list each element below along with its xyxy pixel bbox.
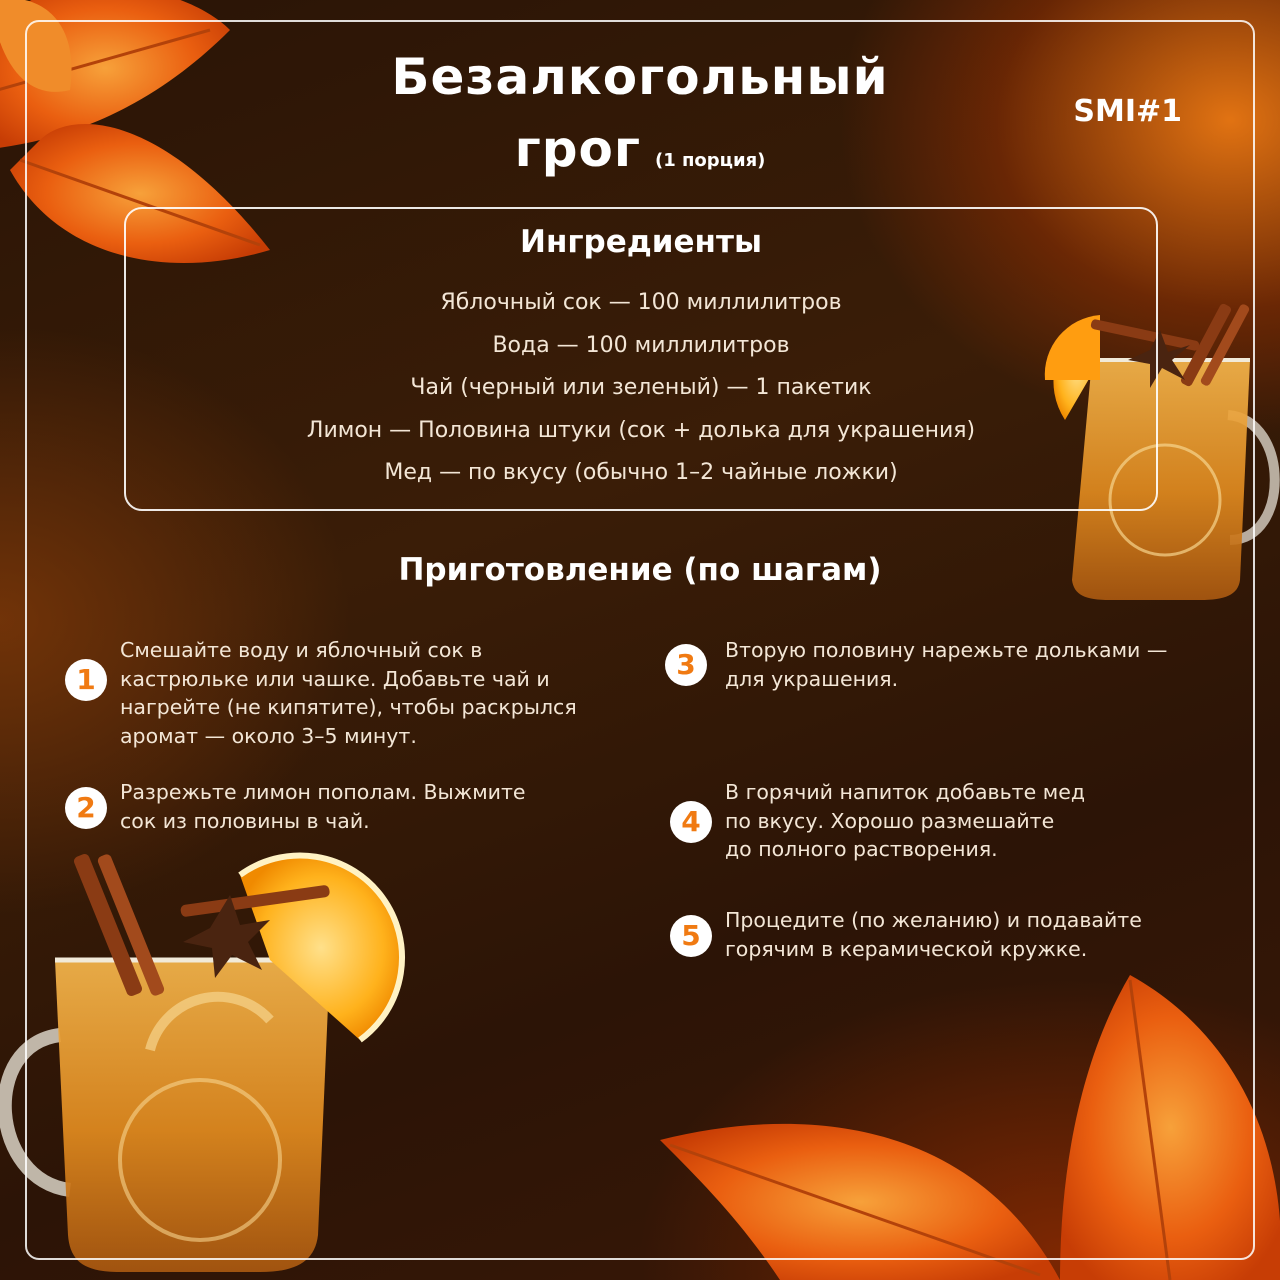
step-number-badge: 3 xyxy=(665,644,707,686)
recipe-title-word: грог xyxy=(514,120,641,178)
step-text: Вторую половину нарежьте дольками — для украшения. xyxy=(725,638,1168,691)
step-number-badge: 5 xyxy=(670,915,712,957)
ingredient-item: Вода — 100 миллилитров xyxy=(492,332,790,358)
steps-title: Приготовление (по шагам) xyxy=(398,552,882,588)
ingredient-item: Чай (черный или зеленый) — 1 пакетик xyxy=(410,375,872,400)
ingredient-item: Яблочный сок — 100 миллилитров xyxy=(440,290,842,315)
portion-label: (1 порция) xyxy=(654,150,766,171)
ingredients-title: Ингредиенты xyxy=(520,224,762,260)
ingredient-item: Лимон — Половина штуки (сок + долька для украшения) xyxy=(306,417,976,443)
ingredient-item: Мед — по вкусу (обычно 1–2 чайные ложки) xyxy=(384,460,898,485)
step-text: В горячий напиток добавьте мед по вкусу. Хорошо размешайте до полного растворения. xyxy=(725,780,1085,861)
step-number-badge: 2 xyxy=(65,787,107,829)
recipe-title-line1: Безалкогольный xyxy=(391,48,889,106)
brand-logo: SMI#1 xyxy=(1073,94,1182,129)
recipe-title-line2 xyxy=(340,120,940,178)
step-text: Разрежьте лимон пополам. Выжмите сок из половины в чай. xyxy=(120,780,526,833)
step-text: Процедите (по желанию) и подавайте горячим в керамической кружке. xyxy=(725,908,1142,961)
step-number-badge: 4 xyxy=(670,801,712,843)
ingredients-list xyxy=(124,282,1158,495)
step-text: Смешайте воду и яблочный сок в кастрюльке или чашке. Добавьте чай и нагрейте (не кипятите), чтобы раскрылся аромат — около 3–5 минут. xyxy=(120,638,577,748)
step-number-badge: 1 xyxy=(65,659,107,701)
